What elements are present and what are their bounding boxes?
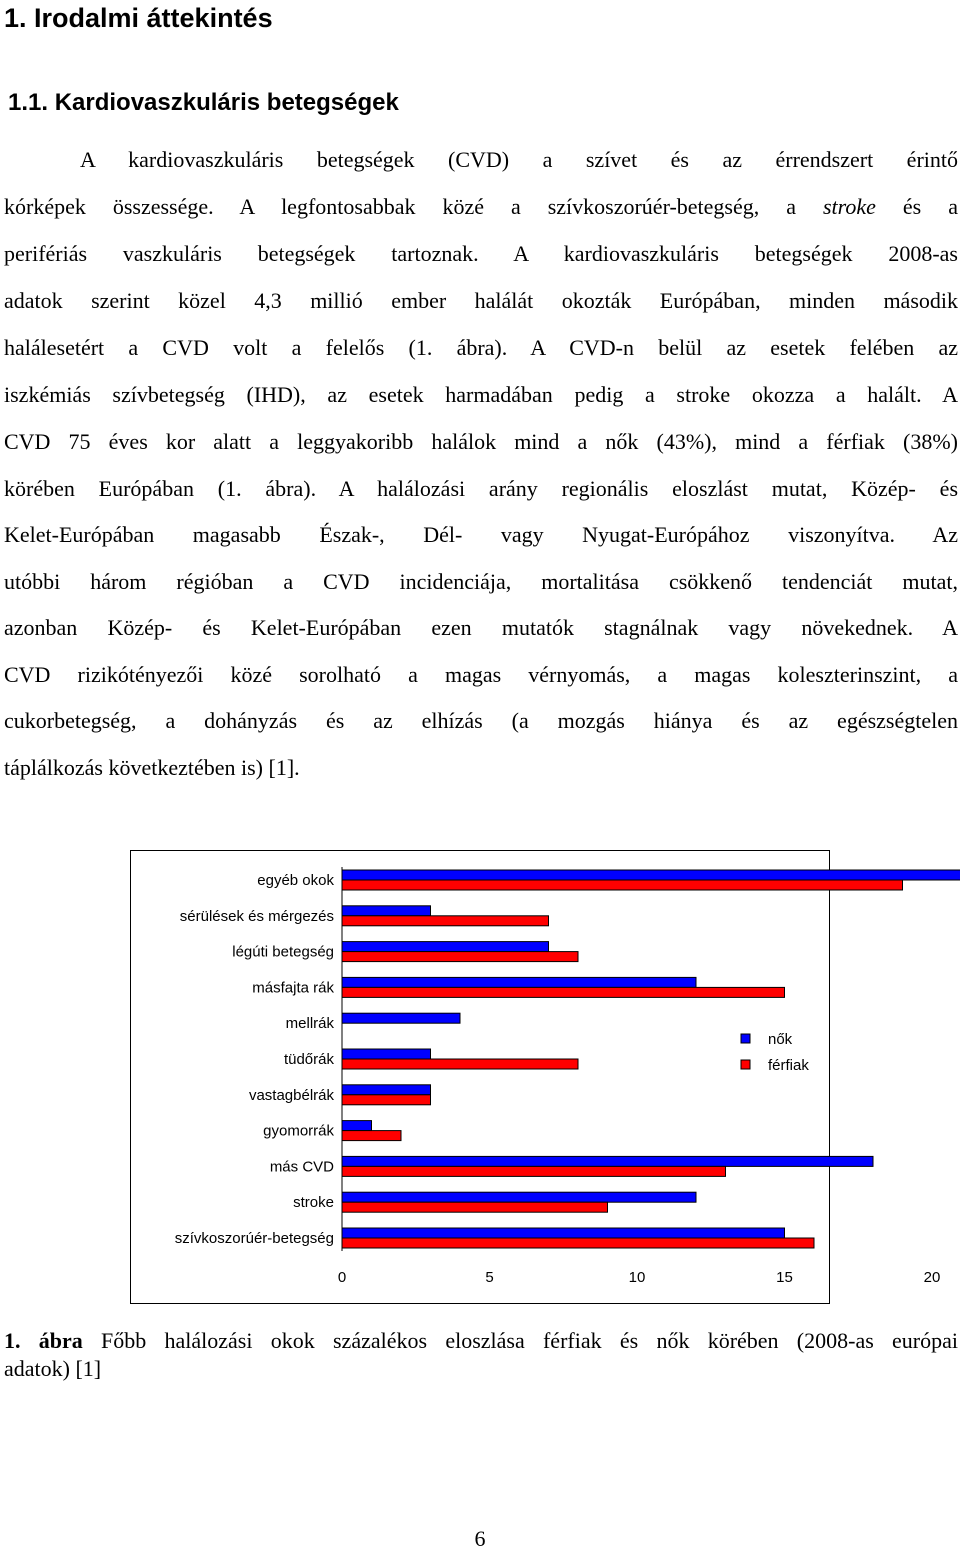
legend-swatch-men xyxy=(741,1060,750,1069)
legend-label-women: nők xyxy=(768,1031,793,1048)
category-label: egyéb okok xyxy=(257,872,334,889)
paragraph-line: CVD rizikótényezői közé sorolható a magas vérnyomás, a magas koleszterinszint, a xyxy=(4,662,958,687)
bar-women xyxy=(342,870,960,880)
bar-men xyxy=(342,1131,401,1141)
figure-caption-label: 1. ábra xyxy=(4,1328,83,1353)
bar-women xyxy=(342,906,431,916)
bar-men xyxy=(342,1202,608,1212)
bar-men xyxy=(342,916,549,926)
bar-men xyxy=(342,987,785,997)
bar-women xyxy=(342,1192,696,1202)
paragraph-line: perifériás vaszkuláris betegségek tartoznak. A kardiovaszkuláris betegségek 2008-as xyxy=(4,241,958,266)
x-tick-label: 10 xyxy=(628,1269,646,1286)
bar-men xyxy=(342,1059,578,1069)
paragraph-line: azonban Közép- és Kelet-Európában ezen mutatók stagnálnak vagy növekednek. A xyxy=(4,615,958,640)
paragraph-line: utóbbi három régióban a CVD incidenciája, mortalitása csökkenő tendenciát mutat, xyxy=(4,569,958,594)
paragraph-line: körében Európában (1. ábra). A halálozási arány regionális eloszlást mutat, Közép- és xyxy=(4,476,958,501)
bar-men xyxy=(342,880,903,890)
category-label: stroke xyxy=(293,1194,334,1212)
category-label: mellrák xyxy=(285,1015,334,1033)
stroke-italic-term: stroke xyxy=(822,194,876,219)
bar-men xyxy=(342,1095,431,1105)
bar-men xyxy=(342,1166,726,1176)
category-label: szívkoszorúér-betegség xyxy=(174,1230,334,1247)
bar-women xyxy=(342,1085,431,1095)
figure-caption: 1. ábra Főbb halálozási okok százalékos eloszlása férfiak és nők körében (2008-as európai xyxy=(4,1328,959,1353)
legend-swatch-women xyxy=(741,1034,750,1043)
paragraph-line: cukorbetegség, a dohányzás és az elhízás (a mozgás hiánya és az egészségtelen xyxy=(4,708,958,733)
page-number: 6 xyxy=(474,1526,486,1551)
paragraph-line: halálesetért a CVD volt a felelős (1. ábra). A CVD-n belül az esetek felében az xyxy=(4,335,958,360)
bar-women xyxy=(342,1049,431,1059)
bar-women xyxy=(342,1156,873,1166)
paragraph-line: adatok szerint közel 4,3 millió ember halálát okozták Európában, minden második xyxy=(4,288,958,313)
bar-men xyxy=(342,1238,814,1248)
legend-label-men: férfiak xyxy=(768,1057,809,1074)
category-label: más CVD xyxy=(269,1158,334,1176)
category-label: másfajta rák xyxy=(252,979,334,997)
bar-women xyxy=(342,1228,785,1238)
category-label: tüdőrák xyxy=(283,1051,334,1068)
paragraph-line: CVD 75 éves kor alatt a leggyakoribb halálok mind a nők (43%), mind a férfiak (38%) xyxy=(4,429,958,454)
paragraph-line: Kelet-Európában magasabb Észak-, Dél- vagy Nyugat-Európához viszonyítva. Az xyxy=(4,522,958,547)
mortality-bar-chart xyxy=(130,850,941,1304)
chapter-heading: 1. Irodalmi áttekintés xyxy=(4,3,273,33)
category-label: vastagbélrák xyxy=(248,1086,334,1104)
bar-women xyxy=(342,942,549,952)
paragraph-line: iszkémiás szívbetegség (IHD), az esetek harmadában pedig a stroke okozza a halált. A xyxy=(4,382,958,407)
paragraph-line: A kardiovaszkuláris betegségek (CVD) a szívet és az érrendszert érintő xyxy=(80,147,958,172)
bar-women xyxy=(342,1121,372,1131)
paragraph-line: kórképek összessége. A legfontosabbak közé a szívkoszorúér-betegség, a stroke és a xyxy=(4,194,958,219)
bar-men xyxy=(342,952,578,962)
bar-women xyxy=(342,1013,460,1023)
category-label: gyomorrák xyxy=(263,1122,334,1140)
category-label: légúti betegség xyxy=(232,943,334,961)
x-tick-label: 20 xyxy=(923,1269,941,1286)
figure-caption-continued: adatok) [1] xyxy=(4,1356,102,1381)
category-label: sérülések és mérgezés xyxy=(179,907,334,925)
x-tick-label: 5 xyxy=(485,1269,494,1286)
paragraph-line: táplálkozás következtében is) [1]. xyxy=(4,755,300,780)
bar-women xyxy=(342,977,696,987)
chart-canvas xyxy=(131,851,941,1303)
section-heading: 1.1. Kardiovaszkuláris betegségek xyxy=(8,89,399,116)
x-tick-label: 0 xyxy=(337,1269,347,1286)
x-tick-label: 15 xyxy=(776,1269,793,1286)
